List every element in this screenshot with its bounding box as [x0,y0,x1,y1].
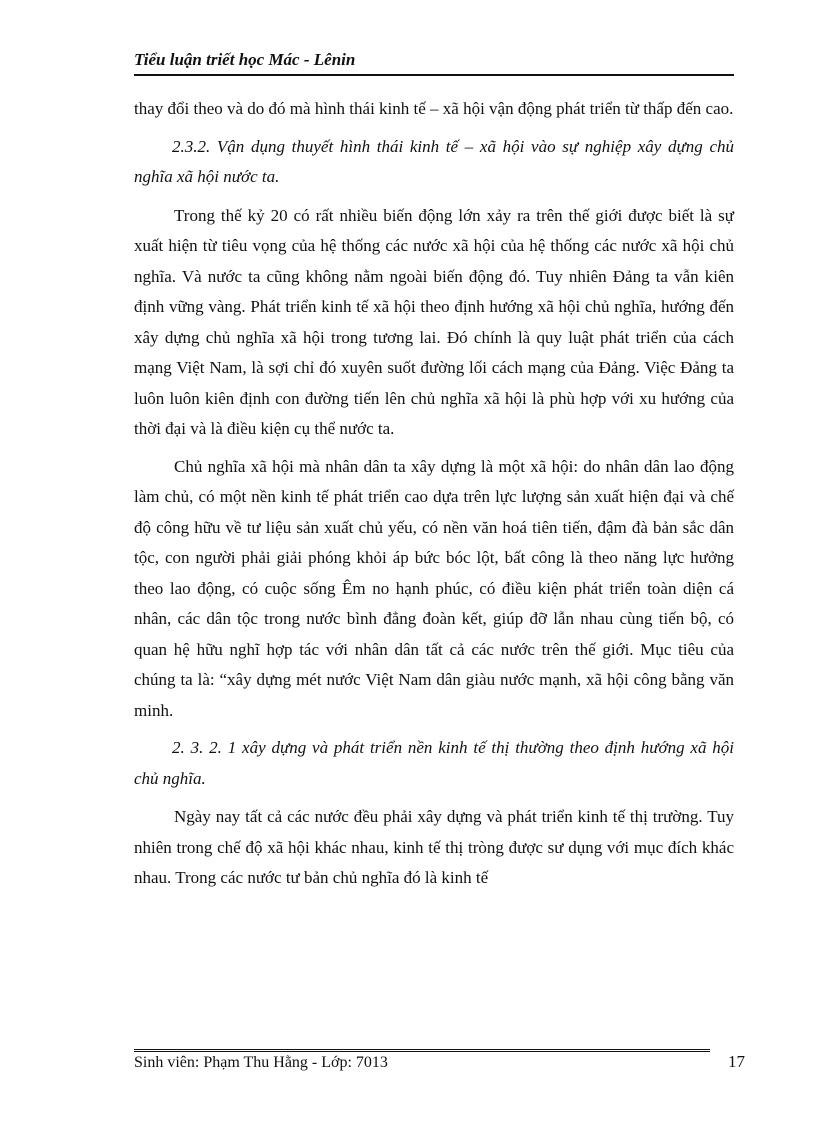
section-heading-2-3-2-1: 2. 3. 2. 1 xây dựng và phát triển nền kinh tế thị thường theo định hướng xã hội chủ nghĩa. [134,738,734,788]
paragraph-2: Chủ nghĩa xã hội mà nhân dân ta xây dựng là một xã hội: do nhân dân lao động làm chủ, có một nền kinh tế phát triển cao dựa trên lực lượng sản xuất hiện đại và chế độ công hữu về tư liệu sản xuất chủ yếu, có nền văn hoá tiên tiến, đậm đà bản sắc dân tộc, con người phải giải phóng khỏi áp bức bóc lột, bất công là theo năng lực hưởng theo lao động, có cuộc sống Êm no hạnh phúc, có điều kiện phát triển toàn diện cá nhân, các dân tộc trong nước bình đẳng đoàn kết, giúp đỡ lẫn nhau cùng tiến bộ, có quan hệ hữu nghĩ hợp tác với nhân dân tất cả các nước trên thế giới. Mục tiêu của chúng ta là: “xây dựng mét nước Việt Nam dân giàu nước mạnh, xã hội công bằng văn minh. [134,456,734,720]
paragraph-3: Ngày nay tất cả các nước đều phải xây dựng và phát triển kinh tế thị trường. Tuy nhiên trong chế độ xã hội khác nhau, kinh tế thị tròng được sư dụng với mục đích khác nhau. Trong các nước tư bản chủ nghĩa đó là kinh tế [134,807,734,887]
page-number: 17 [728,1052,745,1071]
footer-divider [134,1049,710,1052]
paragraph-continuation: thay đổi theo và do đó mà hình thái kinh tế – xã hội vận động phát triển từ thấp đến cao. [134,99,734,118]
section-heading-2-3-2: 2.3.2. Vận dụng thuyết hình thái kinh tế – xã hội vào sự nghiệp xây dựng chủ nghĩa xã hội nước ta. [134,136,734,186]
page-content [134,94,734,901]
page-header-title: Tiểu luận triết học Mác - Lênin [134,50,734,76]
paragraph-1: Trong thế kỷ 20 có rất nhiều biến động lớn xảy ra trên thế giới được biết là sự xuất hiện từ tiêu vọng của hệ thống các nước xã hội của hệ thống các nước xã hội chủ nghĩa. Và nước ta cũng không nằm ngoài biến động đó. Tuy nhiên Đảng ta vẫn kiên định vững vàng. Phát triển kinh tế xã hội theo định hướng xã hội chủ nghĩa, hướng đến xây dựng chủ nghĩa xã hội trong tương lai. Đó chính là quy luật phát triển của cách mạng Việt Nam, là sợi chỉ đó xuyên suốt đường lối cách mạng của Đảng. Việc Đảng ta luôn luôn kiên định con đường tiến lên chủ nghĩa xã hội là phù hợp với xu hướng của thời đại và là điều kiện cụ thể nước ta. [134,205,734,438]
footer-student-info: Sinh viên: Phạm Thu Hằng - Lớp: 7013 [134,1054,388,1071]
